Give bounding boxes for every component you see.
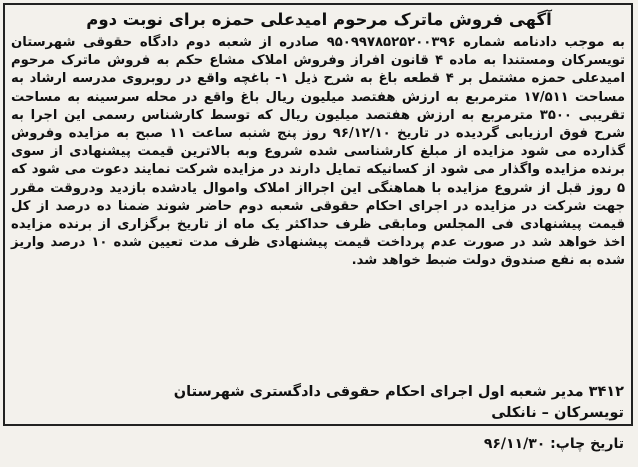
print-date: تاریخ چاپ: ۹۶/۱۱/۳۰ bbox=[483, 436, 624, 452]
notice-title: آگهی فروش ماترک مرحوم امیدعلی حمزه برای نوبت دوم bbox=[86, 10, 552, 29]
notice-paragraph: به موجب دادنامه شماره ۹۵۰۹۹۷۸۵۲۵۲۰۰۳۹۶ صادره از شعبه دوم دادگاه حقوقی شهرستان تویسرکان ومستندا به ماده ۴ قانون افراز وفروش املاک مشاع حکم به فروش ماترک مرحوم امیدعلی حمزه مشتمل بر ۴ قطعه باغ به شرح ذیل ۱- باغچه واقع در روبروی مدرسه ارشاد به مساحت ۱۷/۵۱۱ مترمربع به ارزش هفتصد میلیون ریال باغ واقع در محله سرسینه به مساحت تقریبی ۳۵۰۰ مترمربع به ارزش هفتصد میلیون ریال که توسط کارشناس رسمی این اجرا به شرح فوق ارزیابی گردیده در تاریخ ۹۶/۱۲/۱۰ روز پنج شنبه ساعت ۱۱ صبح به مزایده وفروش گذارده می شود مزایده از مبلغ کارشناسی شده شروع وبه بالاترین قیمت پیشنهادی از سوی برنده مزایده واگذار می شود از کسانیکه تمایل دارند در مزایده شرکت نمایند دعوت می شود که ۵ روز قبل از شروع مزایده با هماهنگی این اجرااز املاک واموال یادشده بازدید ودروقت مقرر جهت شرکت در مزایده در اجرای احکام حقوقی شعبه دوم حاضر شوند ضمنا ده درصد از کل قیمت پیشنهادی فی المجلس ومابقی ظرف حداکثر یک ماه از تاریخ برگزاری از برنده مزایده اخذ خواهد شد در صورت عدم پرداخت قیمت پیشنهادی ظرف مدت تعیین شده ۱۰ درصد واریز شده به نفع صندوق دولت ضبط خواهد شد. bbox=[11, 35, 626, 269]
notice-body bbox=[11, 34, 625, 271]
notice-signature bbox=[24, 382, 624, 424]
signature-line-1: ۳۴۱۲ مدیر شعبه اول اجرای احکام حقوقی دادگستری شهرستان bbox=[173, 384, 624, 400]
signature-line-2: تویسرکان – نانکلی bbox=[491, 405, 624, 421]
